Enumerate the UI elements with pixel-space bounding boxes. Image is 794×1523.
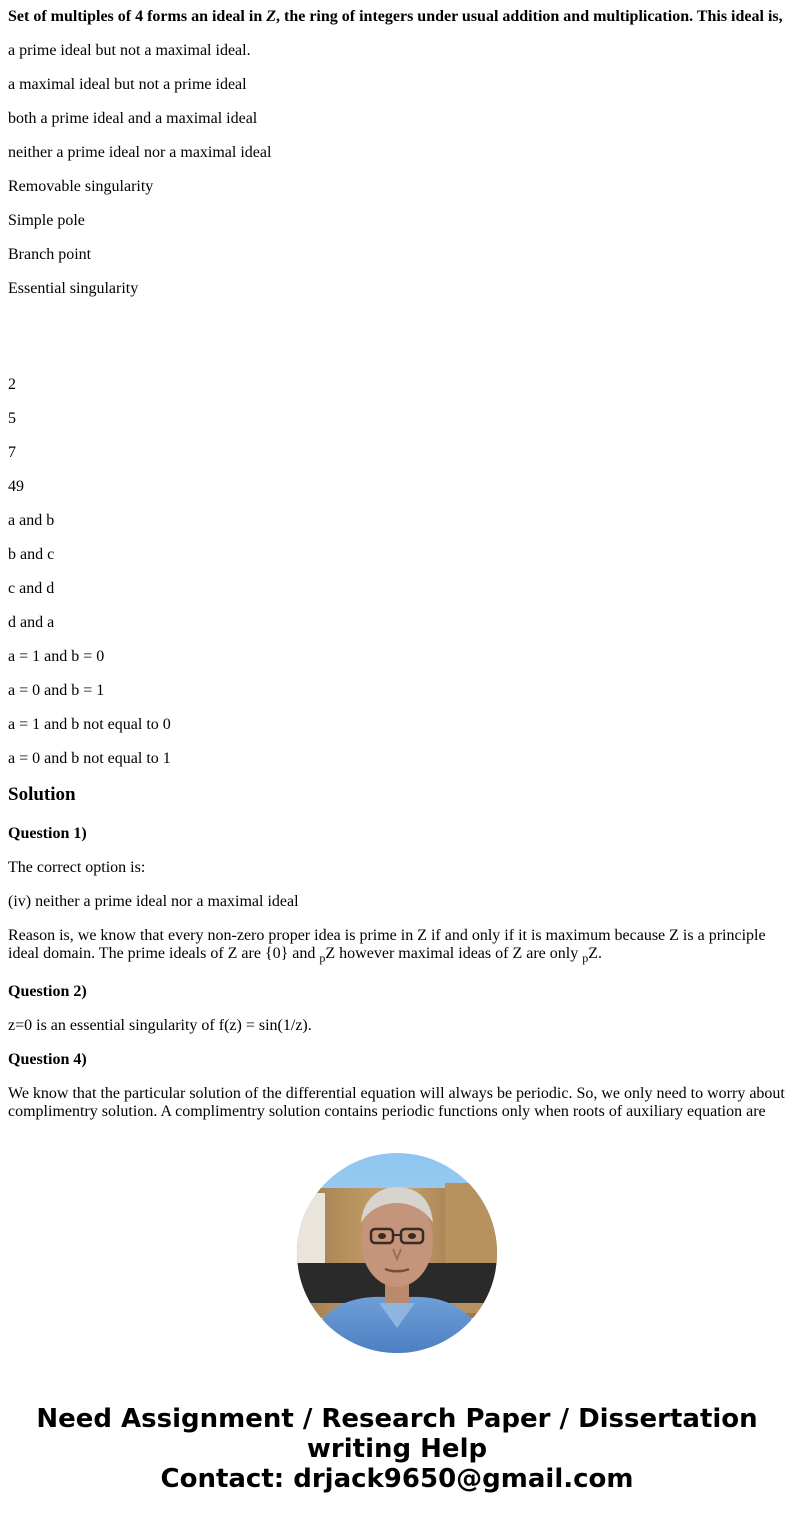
q1-option-d: neither a prime ideal nor a maximal ideal xyxy=(8,144,272,161)
q1-option-a: a prime ideal but not a maximal ideal. xyxy=(8,42,251,59)
solution-q2-text: z=0 is an essential singularity of f(z) = sin(1/z). xyxy=(8,1017,312,1034)
q4-option-a: a and b xyxy=(8,512,55,529)
solution-heading: Solution xyxy=(8,784,76,805)
author-photo xyxy=(297,1153,497,1353)
q4-option-b: b and c xyxy=(8,546,55,563)
q2-option-b: Simple pole xyxy=(8,212,85,229)
q5-option-d: a = 0 and b not equal to 1 xyxy=(8,750,171,767)
q2-option-a: Removable singularity xyxy=(8,178,154,195)
solution-q1-answer: (iv) neither a prime ideal nor a maximal ideal xyxy=(8,893,299,910)
q3-option-a: 2 xyxy=(8,376,16,393)
q4-option-c: c and d xyxy=(8,580,55,597)
ring-symbol: Z xyxy=(266,8,276,25)
question-1-stem: Set of multiples of 4 forms an ideal in Z, the ring of integers under usual addition and multiplication. This ideal is, xyxy=(8,8,783,25)
q2-option-c: Branch point xyxy=(8,246,92,263)
solution-q1-heading: Question 1) xyxy=(8,825,87,842)
solution-q1-intro: The correct option is: xyxy=(8,859,146,876)
solution-q4-text: We know that the particular solution of the differential equation will always be periodic. So, we only need to worry about complimentry solution. A complimentry solution contains periodic functions only when roots of auxiliary equation are xyxy=(8,1085,785,1120)
q3-option-b: 5 xyxy=(8,410,16,427)
document-body xyxy=(8,0,788,1122)
contact-footer xyxy=(0,1404,794,1494)
solution-q4-heading: Question 4) xyxy=(8,1051,87,1068)
blank-gap xyxy=(8,314,788,376)
author-avatar xyxy=(297,1153,497,1353)
q1-option-c: both a prime ideal and a maximal ideal xyxy=(8,110,258,127)
q5-option-c: a = 1 and b not equal to 0 xyxy=(8,716,171,733)
solution-q2-heading: Question 2) xyxy=(8,983,87,1000)
q5-option-a: a = 1 and b = 0 xyxy=(8,648,105,665)
q3-option-c: 7 xyxy=(8,444,16,461)
q3-option-d: 49 xyxy=(8,478,24,495)
solution-q1-reason: Reason is, we know that every non-zero proper idea is prime in Z if and only if it is maximum because Z is a principle ideal domain. The prime ideals of Z are {0} and $_p$Z however maximal ideas of Z are only $_p$Z. xyxy=(8,927,766,965)
q4-option-d: d and a xyxy=(8,614,55,631)
q1-option-b: a maximal ideal but not a prime ideal xyxy=(8,76,247,93)
footer-line-1: Need Assignment / Research Paper / Dissertation xyxy=(36,1404,758,1434)
footer-line-2: writing Help xyxy=(306,1434,488,1464)
q2-option-d: Essential singularity xyxy=(8,280,139,297)
footer-contact: Contact: drjack9650@gmail.com xyxy=(160,1464,634,1494)
q5-option-b: a = 0 and b = 1 xyxy=(8,682,105,699)
